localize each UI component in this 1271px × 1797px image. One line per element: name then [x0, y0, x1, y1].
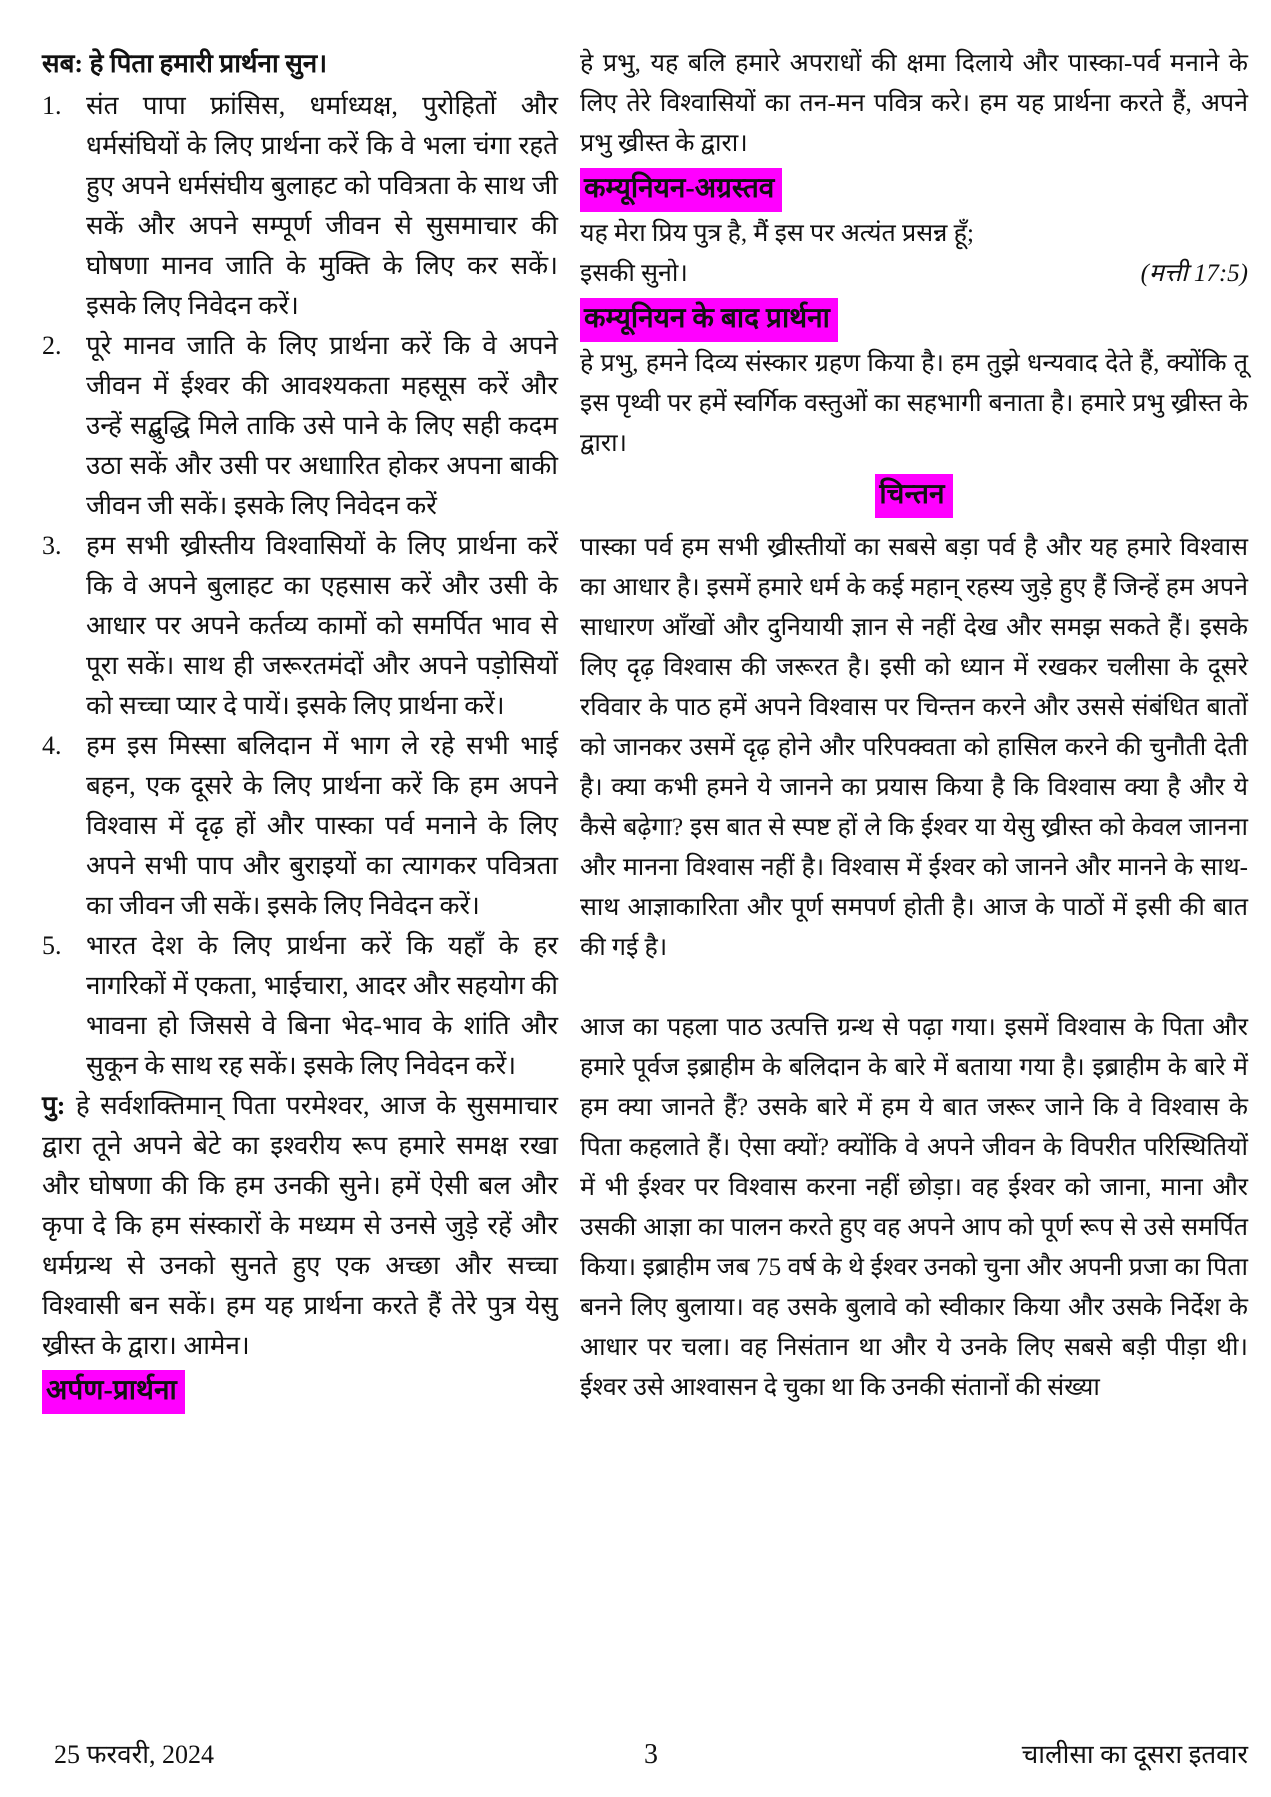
priest-prayer-text: हे सर्वशक्तिमान् पिता परमेश्वर, आज के सुसमाचार द्वारा तूने अपने बेटे का इश्वरीय रूप हमारे समक्ष रखा और घोषणा की कि हम उनकी सुने। हमें ऐसी बल और कृपा दे कि हम संस्कारों के मध्यम से उनसे जुड़े रहें और धर्मग्रन्थ से उनको सुनते हुए एक अच्छा और सच्चा विश्वासी बन सकें। हम यह प्रार्थना करते हैं तेरे पुत्र येसु ख्रीस्त के द्वारा। आमेन। [42, 1091, 558, 1360]
reflection-paragraph-2: आज का पहला पाठ उत्पत्ति ग्रन्थ से पढ़ा गया। इसमें विश्वास के पिता और हमारे पूर्वज इब्राहीम के बलिदान के बारे में बताया गया है। इब्राहीम के बारे में हम क्या जानते हैं? उसके बारे में हम ये बात जरूर जाने कि वे विश्वास के पिता कहलाते हैं। ऐसा क्यों? क्योंकि वे अपने जीवन के विपरीत परिस्थितियों में भी ईश्वर पर विश्वास करना नहीं छोड़ा। वह ईश्वर को जाना, माना और उसकी आज्ञा का पालन करते हुए वह अपने आप को पूर्ण रूप से उसे समर्पित किया। इब्राहीम जब 75 वर्ष के थे ईश्वर उनको चुना और अपनी प्रजा का पिता बनने लिए बुलाया। वह उसके बुलावे को स्वीकार किया और उसके निर्देश के आधार पर चला। वह निसंतान था और ये उनके लिए सबसे बड़ी पीड़ा थी। ईश्वर उसे आश्वासन दे चुका था कि उनकी संतानों की संख्या [580, 1014, 1248, 1401]
antiphon-text-line1: यह मेरा प्रिय पुत्र है, मैं इस पर अत्यंत प्रसन्न हूँ; [580, 220, 974, 247]
reflection-paragraph-1: पास्का पर्व हम सभी ख्रीस्तीयों का सबसे बड़ा पर्व है और यह हमारे विश्वास का आधार है। इसमें हमारे धर्म के कई महान् रहस्य जुड़े हुए हैं जिन्हें हम अपने साधारण आँखों और दुनियायी ज्ञान से नहीं देख और समझ सकते हैं। इसके लिए दृढ़ विश्वास की जरूरत है। इसी को ध्यान में रखकर चलीसा के दूसरे रविवार के पाठ हमें अपने विश्वास पर चिन्तन करने और उससे संबंधित बातों को जानकर उसमें दृढ़ होने और परिपक्वता को हासिल करने की चुनौती देती है। क्या कभी हमने ये जानने का प्रयास किया है कि विश्वास क्या है और ये कैसे बढ़ेगा? इस बात से स्पष्ट हों ले कि ईश्वर या येसु ख्रीस्त को केवल जानना और मानना विश्वास नहीं है। विश्वास में ईश्वर को जानने और मानने के साथ-साथ आज्ञाकारिता और पूर्ण समपर्ण होती है। आज के पाठों में इसी की बात की गई है। [580, 534, 1248, 961]
petition-text: संत पापा फ्रांसिस, धर्माध्यक्ष, पुरोहितों और धर्मसंघियों के लिए प्रार्थना करें कि वे भला चंगा रहते हुए अपने धर्मसंघीय बुलाहट को पवित्रता के साथ जी सकें और अपने सम्पूर्ण जीवन से सुसमाचार की घोषणा मानव जाति के मुक्ति के लिए कर सकें। इसके लिए निवेदन करें। [86, 91, 558, 320]
petition-item [42, 526, 558, 726]
reflection-heading-row [580, 470, 1248, 520]
page-number: 3 [644, 1739, 658, 1770]
petition-item [42, 86, 558, 326]
petition-number: 2. [42, 331, 62, 360]
response-line: सब: हे पिता हमारी प्रार्थना सुन। [42, 49, 328, 78]
antiphon-text-line2: इसकी सुनो। [580, 260, 688, 287]
offering-prayer-text: हे प्रभु, यह बलि हमारे अपराधों की क्षमा दिलाये और पास्का-पर्व मनाने के लिए तेरे विश्वासियों का तन-मन पवित्र करे। हम यह प्रार्थना करते हैं, अपने प्रभु ख्रीस्त के द्वारा। [580, 50, 1248, 157]
petition-text: हम सभी ख्रीस्तीय विश्वासियों के लिए प्रार्थना करें कि वे अपने बुलाहट का एहसास करें और उसी के आधार पर अपने कर्तव्य कामों को समर्पित भाव से पूरा सकें। साथ ही जरूरतमंदों और अपने पड़ोसियों को सच्चा प्यार दे पायें। इसके लिए प्रार्थना करें। [86, 531, 558, 720]
petition-text: पूरे मानव जाति के लिए प्रार्थना करें कि वे अपने जीवन में ईश्वर की आवश्यकता महसूस करें और उन्हें सद्बुद्धि मिले ताकि उसे पाने के लिए सही कदम उठा सकें और उसी पर अधाारित होकर अपना बाकी जीवन जी सकें। इसके लिए निवेदन करें [86, 331, 558, 520]
communion-antiphon-heading: कम्यूनियन-अग्रस्तव [580, 168, 782, 212]
scripture-reference: (मत्ती 17:5) [1140, 260, 1248, 287]
right-column [580, 44, 1248, 1416]
offering-prayer-heading: अर्पण-प्रार्थना [42, 1370, 185, 1414]
petition-number: 5. [42, 931, 62, 960]
page-footer [42, 1735, 1248, 1771]
communion-antiphon-heading-row [580, 164, 1248, 214]
petition-item [42, 926, 558, 1086]
petition-number: 3. [42, 531, 62, 560]
petition-text: हम इस मिस्सा बलिदान में भाग ले रहे सभी भाई बहन, एक दूसरे के लिए प्रार्थना करें कि हम अपने विश्वास में दृढ़ हों और पास्का पर्व मनाने के लिए अपने सभी पाप और बुराइयों का त्यागकर पवित्रता का जीवन जी सकें। इसके लिए निवेदन करें। [86, 731, 558, 920]
reflection-heading: चिन्तन [875, 474, 952, 518]
communion-antiphon-block [580, 214, 1248, 294]
footer-title: चालीसा का दूसरा इतवार [1021, 1740, 1248, 1769]
petition-number: 1. [42, 91, 62, 120]
priest-label: पु: [42, 1091, 66, 1120]
post-communion-heading-row [580, 294, 1248, 344]
footer-date: 25 फरवरी, 2024 [54, 1740, 215, 1769]
petition-text: भारत देश के लिए प्रार्थना करें कि यहाँ के हर नागरिकों में एकता, भाईचारा, आदर और सहयोग की भावना हो जिससे वे बिना भेद-भाव के शांति और सुकून के साथ रह सकें। इसके लिए निवेदन करें। [86, 931, 558, 1080]
post-communion-heading: कम्यूनियन के बाद प्रार्थना [580, 298, 838, 342]
priest-prayer [42, 1086, 558, 1366]
post-communion-text: हे प्रभु, हमने दिव्य संस्कार ग्रहण किया है। हम तुझे धन्यवाद देते हैं, क्योंकि तू इस पृथ्वी पर हमें स्वर्गिक वस्तुओं का सहभागी बनाता है। हमारे प्रभु ख्रीस्त के द्वारा। [580, 350, 1248, 457]
petition-item [42, 726, 558, 926]
petition-item [42, 326, 558, 526]
petition-number: 4. [42, 731, 62, 760]
offering-prayer-heading-row [42, 1366, 558, 1416]
antiphon-text-line2-row [580, 254, 1248, 294]
left-column [42, 44, 558, 1416]
